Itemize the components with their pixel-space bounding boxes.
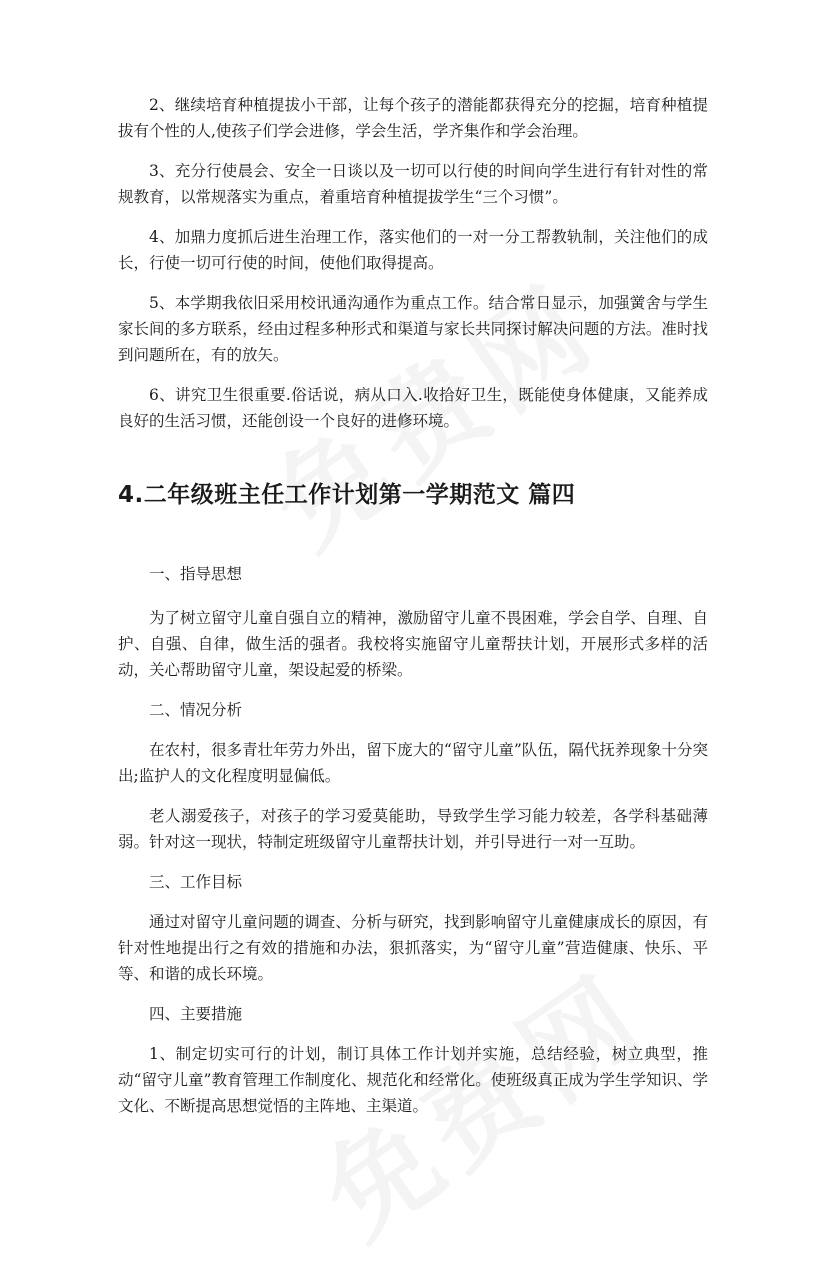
paragraph: 老人溺爱孩子，对孩子的学习爱莫能助，导致学生学习能力较差，各学科基础薄弱。针对这一现状，特制定班级留守儿童帮扶计划，并引导进行一对一互助。 (118, 807, 708, 851)
paragraph: 1、制定切实可行的计划，制订具体工作计划并实施，总结经验，树立典型，推动“留守儿童”教育管理工作制度化、规范化和经常化。使班级真正成为学生学知识、学文化、不断提高思想觉悟的主阵地、主渠道。 (118, 1045, 708, 1115)
subheading-guiding-ideology: 一、指导思想 (149, 565, 243, 583)
paragraph: 2、继续培育种植提拔小干部，让每个孩子的潜能都获得充分的挖掘，培育种植提拔有个性的人,使孩子们学会进修，学会生活，学齐集作和学会治理。 (118, 96, 708, 140)
paragraph: 通过对留守儿童问题的调查、分析与研究，找到影响留守儿童健康成长的原因，有针对性地提出行之有效的措施和办法，狠抓落实，为“留守儿童”营造健康、快乐、平等、和谐的成长环境。 (118, 913, 708, 983)
paragraph: 6、讲究卫生很重要.俗话说，病从口入.收拾好卫生，既能使身体健康，又能养成良好的生活习惯，还能创设一个良好的进修环境。 (118, 386, 708, 430)
subheading-situation-analysis: 二、情况分析 (149, 701, 243, 719)
paragraph: 3、充分行使晨会、安全一日谈以及一切可以行使的时间向学生进行有针对性的常规教育，以常规落实为重点，着重培育种植提拔学生“三个习惯”。 (118, 162, 708, 206)
document-body (118, 92, 708, 1133)
subheading-main-measures: 四、主要措施 (149, 1005, 243, 1023)
paragraph: 5、本学期我依旧采用校讯通沟通作为重点工作。结合常日显示，加强黉舍与学生家长间的多方联系，经由过程多种形式和渠道与家长共同探讨解决问题的方法。准时找到问题所在，有的放矢。 (118, 294, 708, 364)
subheading-work-goals: 三、工作目标 (149, 873, 243, 891)
paragraph: 为了树立留守儿童自强自立的精神，激励留守儿童不畏困难，学会自学、自理、自护、自强、自律，做生活的强者。我校将实施留守儿童帮扶计划，开展形式多样的活动，关心帮助留守儿童，架设起爱的桥梁。 (118, 609, 708, 679)
paragraph: 在农村，很多青壮年劳力外出，留下庞大的“留守儿童”队伍，隔代抚养现象十分突出;监护人的文化程度明显偏低。 (118, 741, 708, 785)
paragraph: 4、加鼎力度抓后进生治理工作，落实他们的一对一分工帮教轨制，关注他们的成长，行使一切可行使的时间，使他们取得提高。 (118, 228, 708, 272)
section-heading: 4.二年级班主任工作计划第一学期范文 篇四 (118, 482, 576, 508)
